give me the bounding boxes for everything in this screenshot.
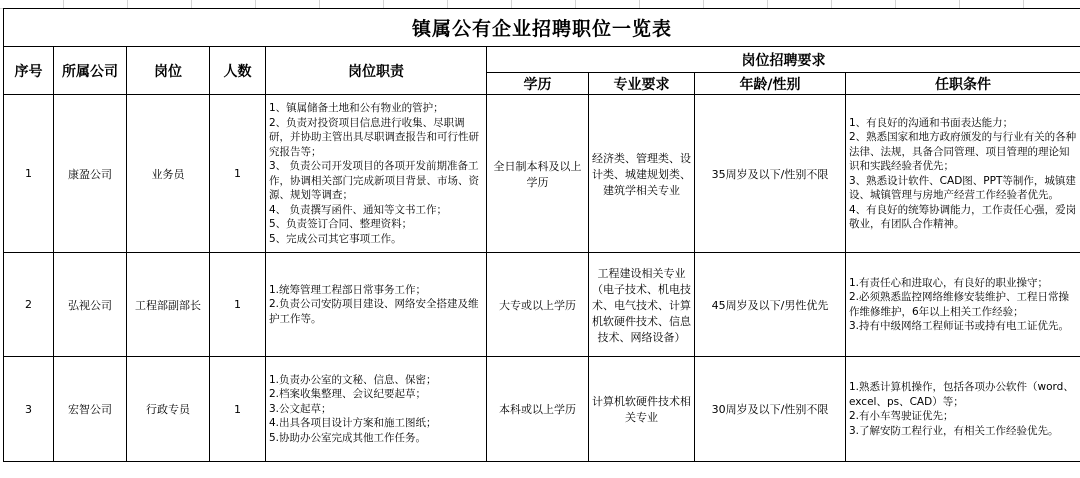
duty-line: 5.协助办公室完成其他工作任务。: [269, 431, 427, 444]
condition-line: 1、有良好的沟通和书面表达能力；: [849, 116, 1014, 129]
cell-company: 康盈公司: [54, 95, 127, 253]
duty-line: 1.统筹管理工程部日常事务工作；: [269, 283, 427, 296]
cell-position: 行政专员: [127, 357, 210, 462]
table-title: 镇属公有企业招聘职位一览表: [4, 9, 1080, 47]
duty-line: 5、负责签订合同、整理资料；: [269, 218, 413, 230]
condition-line: 1.有责任心和进取心，有良好的职业操守；: [849, 276, 1049, 289]
cell-count: 1: [210, 253, 266, 357]
cell-company: 弘视公司: [54, 253, 127, 357]
condition-line: 2、熟悉国家和地方政府颁发的与行业有关的各种法律、法规，具备合同管理、项目管理的理论知识和实践经验者优先；: [849, 131, 1077, 172]
table-row: [4, 95, 1080, 253]
header-conditions: 任职条件: [846, 73, 1080, 95]
cell-position: 工程部副部长: [127, 253, 210, 357]
cell-company: 宏智公司: [54, 357, 127, 462]
duty-line: 3、 负责公司开发项目的各项开发前期准备工作，协调相关部门完成新项目背景、市场、资源、规划等调查；: [269, 160, 479, 201]
header-company: 所属公司: [54, 47, 127, 95]
cell-count: 1: [210, 357, 266, 462]
duty-line: 3.公文起草；: [269, 402, 332, 415]
condition-line: 4、有良好的统筹协调能力，工作责任心强，爱岗敬业，有团队合作精神。: [849, 203, 1077, 230]
table-row: [4, 357, 1080, 462]
cell-count: 1: [210, 95, 266, 253]
cell-age-gender: 45周岁及以下/男性优先: [695, 253, 846, 357]
cell-education: 大专或以上学历: [487, 253, 589, 357]
cell-duty: [266, 253, 487, 357]
header-seq: 序号: [4, 47, 54, 95]
header-position: 岗位: [127, 47, 210, 95]
condition-line: 2.有小车驾驶证优先；: [849, 410, 954, 422]
cell-conditions: [846, 253, 1080, 357]
header-age-gender: 年龄/性别: [695, 73, 846, 95]
duty-line: 4.出具各项目设计方案和施工图纸；: [269, 417, 437, 430]
cell-duty: [266, 357, 487, 462]
condition-line: 3.持有中级网络工程师证书或持有电工证优先。: [849, 320, 1070, 332]
condition-line: 3.了解安防工程行业，有相关工作经验优先。: [849, 424, 1059, 437]
header-count: 人数: [210, 47, 266, 95]
cell-major: 经济类、管理类、设计类、城建规划类、建筑学相关专业: [589, 95, 695, 253]
cell-seq: 3: [4, 357, 54, 462]
cell-major: 计算机软硬件技术相关专业: [589, 357, 695, 462]
duty-line: 1、镇属储备土地和公有物业的管护；: [269, 102, 444, 114]
condition-line: 3、熟悉设计软件、CAD图、PPT等制作，城镇建设、城镇管理与房地产经营工作经验者优先。: [849, 174, 1076, 201]
duty-line: 4、 负责撰写函件、通知等文书工作；: [269, 203, 448, 216]
cell-age-gender: 35周岁及以下/性别不限: [695, 95, 846, 253]
header-education: 学历: [487, 73, 589, 95]
condition-line: 1.熟悉计算机操作，包括各项办公软件（word、excel、ps、CAD）等；: [849, 381, 1074, 408]
cell-seq: 2: [4, 253, 54, 357]
duty-line: 2.档案收集整理、会议纪要起草；: [269, 388, 427, 401]
duty-line: 5、完成公司其它事项工作。: [269, 232, 402, 245]
header-requirements: 岗位招聘要求: [487, 47, 1080, 73]
duty-line: 2.负责公司安防项目建设、网络安全搭建及维护工作等。: [269, 298, 479, 325]
cell-position: 业务员: [127, 95, 210, 253]
table-row: [4, 253, 1080, 357]
header-major: 专业要求: [589, 73, 695, 95]
cell-education: 全日制本科及以上学历: [487, 95, 589, 253]
cell-education: 本科或以上学历: [487, 357, 589, 462]
cell-conditions: [846, 95, 1080, 253]
cell-duty: [266, 95, 487, 253]
recruitment-table: [3, 8, 1080, 462]
duty-line: 2、负责对投资项目信息进行收集、尽职调研，并协助主管出具尽职调查报告和可行性研究报告等；: [269, 116, 479, 158]
header-duty: 岗位职责: [266, 47, 487, 95]
condition-line: 2.必须熟悉监控网络维修安装维护、工程日常操作维修维护，6年以上相关工作经验；: [849, 291, 1070, 318]
cell-seq: 1: [4, 95, 54, 253]
cell-conditions: [846, 357, 1080, 462]
cell-age-gender: 30周岁及以下/性别不限: [695, 357, 846, 462]
duty-line: 1.负责办公室的文秘、信息、保密；: [269, 373, 437, 386]
cell-major: 工程建设相关专业（电子技术、机电技术、电气技术、计算机软硬件技术、信息技术、网络设备）: [589, 253, 695, 357]
